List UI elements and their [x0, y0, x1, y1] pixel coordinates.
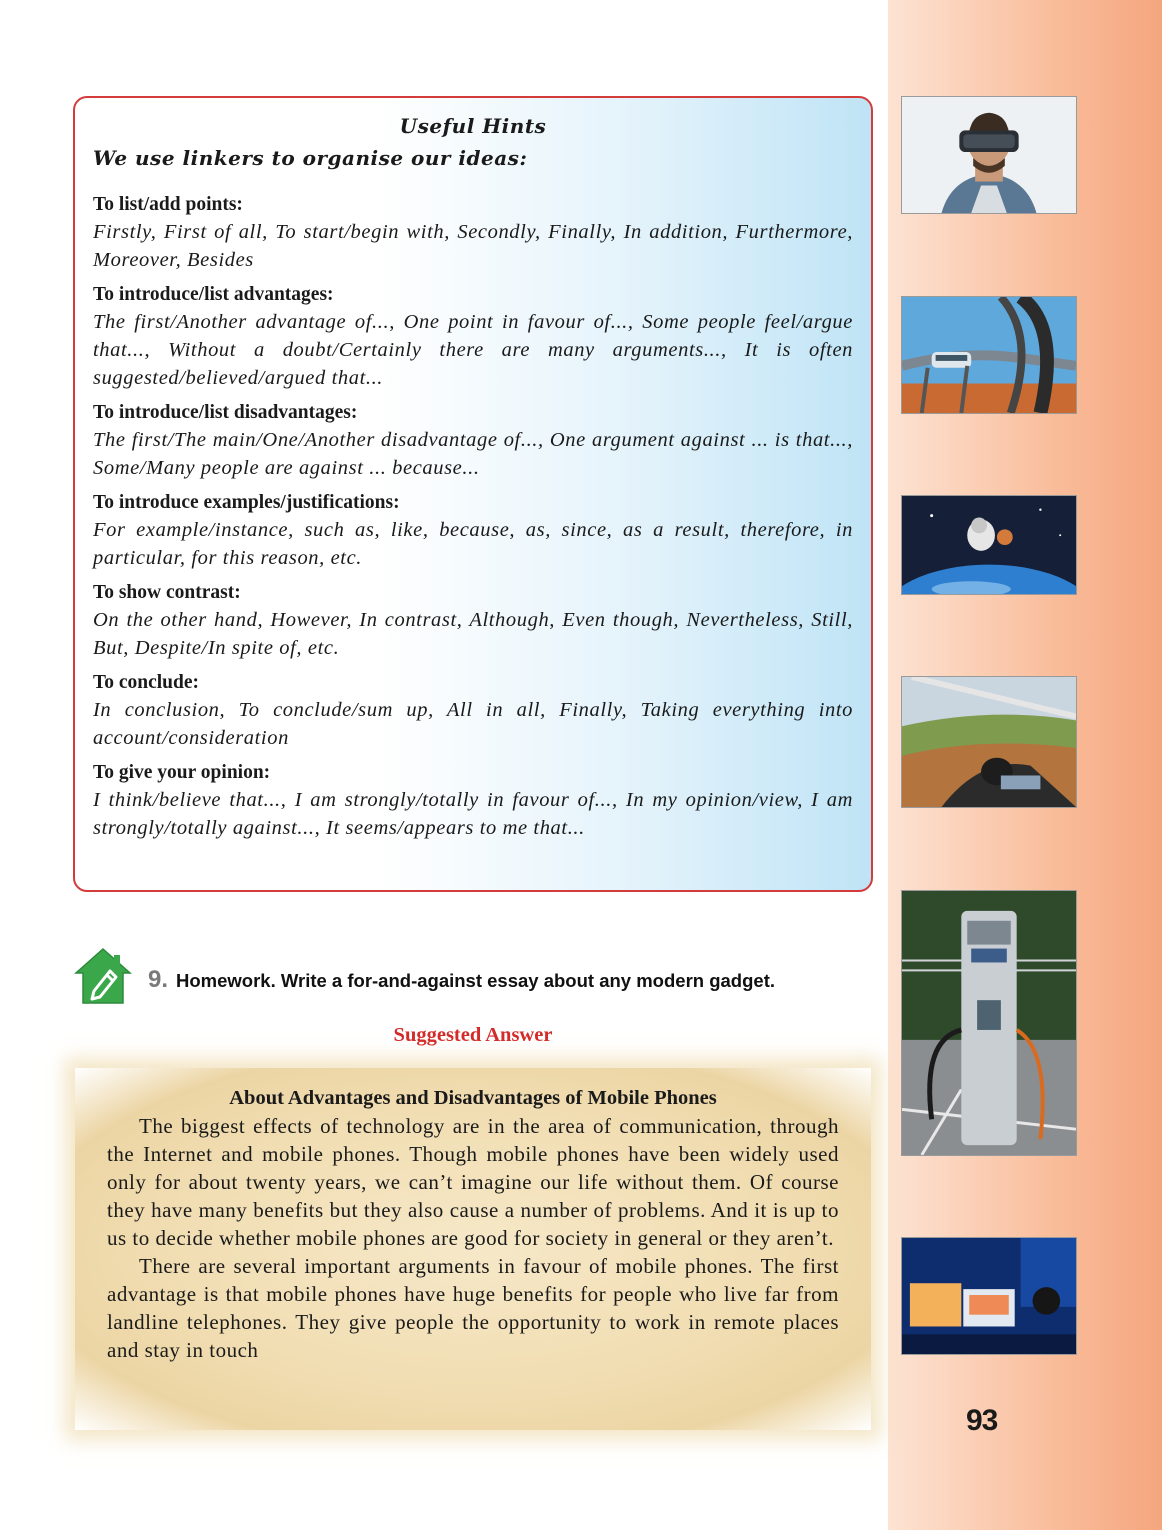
hints-intro: We use linkers to organise our ideas: — [93, 146, 528, 170]
hints-title: Useful Hints — [399, 114, 547, 138]
hint-group-list-points — [93, 192, 853, 274]
hint-body: For example/instance, such as, like, because, as, since, as a result, therefore, in particular, for this reason, etc. — [93, 519, 853, 569]
hint-heading: To show contrast: — [93, 582, 241, 603]
ev-charging-station-photo — [901, 890, 1077, 1156]
hint-body: Firstly, First of all, To start/begin with, Secondly, Finally, In addition, Furthermore, Moreover, Besides — [93, 221, 853, 271]
useful-hints-box — [73, 96, 873, 892]
hint-heading: To introduce/list disadvantages: — [93, 402, 358, 423]
hint-group-conclude — [93, 670, 853, 752]
hint-group-advantages — [93, 282, 853, 392]
hint-body: The first/Another advantage of..., One point in favour of..., Some people feel/argue that..., Without a doubt/Certainly there are many arguments..., It is often suggested/believed/argued that... — [93, 311, 853, 389]
homework-task — [148, 966, 868, 994]
hint-group-opinion — [93, 760, 853, 842]
suggested-answer-heading: Suggested Answer — [393, 1024, 553, 1046]
hint-body: The first/The main/One/Another disadvantage of..., One argument against ... is that..., Some/Many people are against ... because... — [93, 429, 853, 479]
glider-cockpit-photo — [901, 676, 1077, 808]
hint-body: I think/believe that..., I am strongly/totally in favour of..., In my opinion/view, I am strongly/totally against..., It seems/appears to me that... — [93, 789, 853, 839]
hint-body: In conclusion, To conclude/sum up, All in all, Finally, Taking everything into account/consideration — [93, 699, 853, 749]
hint-group-disadvantages — [93, 400, 853, 482]
hint-group-contrast — [93, 580, 853, 662]
vr-headset-photo — [901, 96, 1077, 214]
gamer-monitors-photo — [901, 1237, 1077, 1355]
hint-group-examples — [93, 490, 853, 572]
hint-body: On the other hand, However, In contrast, Although, Even though, Nevertheless, Still, But, Despite/In spite of, etc. — [93, 609, 853, 659]
astronaut-earth-photo — [901, 495, 1077, 595]
essay-title: About Advantages and Disadvantages of Mobile Phones — [229, 1087, 717, 1109]
hint-heading: To list/add points: — [93, 194, 243, 215]
house-pencil-icon — [74, 947, 132, 1005]
task-text: Homework. Write a for-and-against essay about any modern gadget. — [176, 970, 775, 991]
hint-heading: To introduce/list advantages: — [93, 284, 334, 305]
essay-paragraph: There are several important arguments in favour of mobile phones. The first advantage is that mobile phones have huge benefits for people who live far from landline telephones. They give people the opportunity to work in remote places and stay in touch — [107, 1254, 839, 1362]
task-number: 9. — [148, 966, 169, 993]
essay-paragraph: The biggest effects of technology are in the area of communication, through the Internet and mobile phones. Though mobile phones have been widely used only for about twenty years, we can’t imagine our life without them. Of course they have many benefits but they also cause a number of problems. And it is up to us to decide whether mobile phones are good for society in general or they aren’t. — [107, 1114, 839, 1250]
hint-heading: To give your opinion: — [93, 762, 271, 783]
hint-heading: To introduce examples/justifications: — [93, 492, 400, 513]
monorail-photo — [901, 296, 1077, 414]
hint-heading: To conclude: — [93, 672, 200, 693]
essay-box — [75, 1068, 871, 1430]
page-number: 93 — [966, 1404, 998, 1437]
